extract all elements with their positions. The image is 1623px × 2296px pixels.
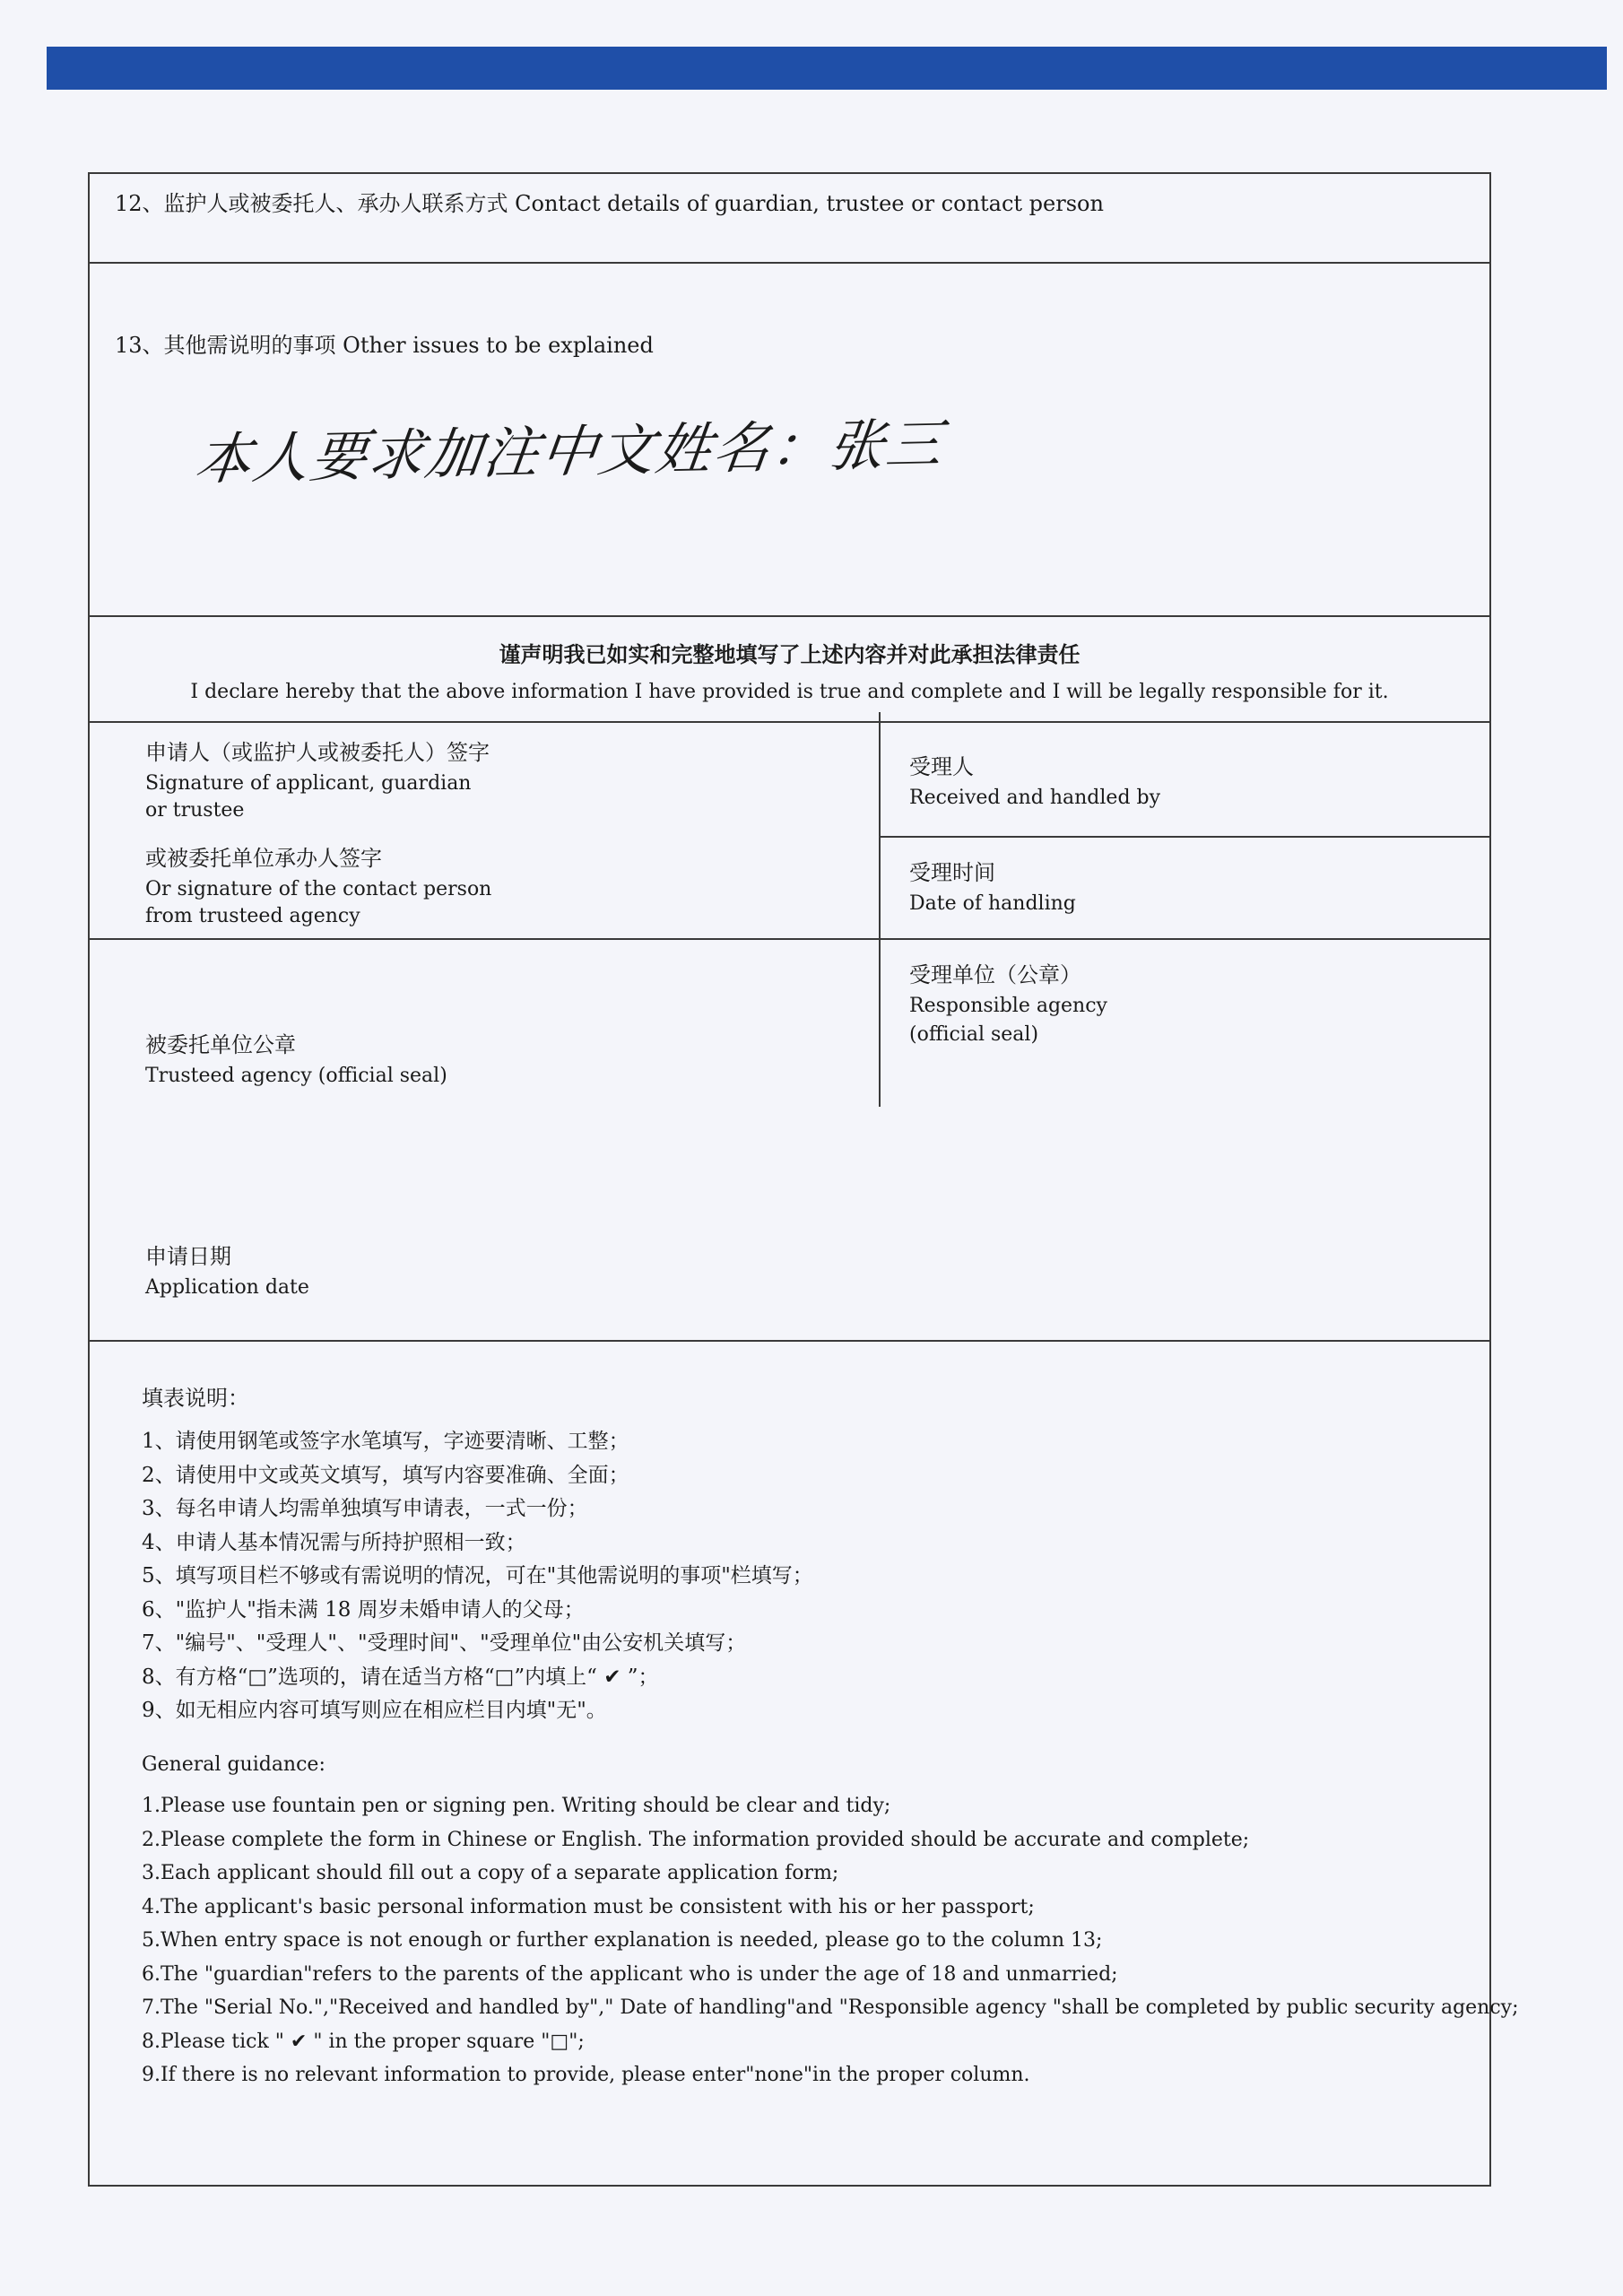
declaration-zh: 谨声明我已如实和完整地填写了上述内容并对此承担法律责任: [499, 641, 1081, 667]
guidance-title-zh: 填表说明：: [142, 1386, 249, 1411]
guidance-item-en: 6.The "guardian"refers to the parents of the applicant who is under the age of 18 and unmarried;: [142, 1962, 1118, 1986]
received-by-zh: 受理人: [909, 754, 974, 779]
applicant-signature-zh: 申请人（或监护人或被委托人）签字: [145, 740, 490, 765]
trusted-agency-seal-zh: 被委托单位公章: [145, 1032, 296, 1057]
declaration-divider: [90, 721, 1491, 723]
section-12-label: 12、监护人或被委托人、承办人联系方式 Contact details of guardian, trustee or contact person: [115, 191, 1104, 216]
handling-date-zh: 受理时间: [909, 860, 995, 885]
guidance-item-en: 3.Each applicant should fill out a copy of a separate application form;: [142, 1862, 839, 1884]
responsible-agency-en-2: (official seal): [909, 1023, 1039, 1046]
guidance-item-en: 2.Please complete the form in Chinese or English. The information provided should be accurate and complete;: [142, 1828, 1250, 1851]
contact-signature-en-2: from trusteed agency: [145, 905, 360, 927]
guidance-list-en: [142, 1789, 1519, 2092]
handling-date-en: Date of handling: [909, 892, 1076, 915]
guidance-title-en: General guidance:: [142, 1753, 325, 1776]
application-date-en: Application date: [145, 1276, 309, 1299]
contact-signature-en-1: Or signature of the contact person: [145, 878, 492, 900]
guidance-item-zh: 2、请使用中文或英文填写，填写内容要准确、全面；: [142, 1463, 629, 1487]
guidance-item-en: 9.If there is no relevant information to provide, please enter"none"in the proper column.: [142, 2064, 1030, 2086]
received-by-en: Received and handled by: [909, 787, 1161, 809]
section-13-divider: [90, 615, 1491, 617]
trusted-agency-seal-en: Trusteed agency (official seal): [145, 1065, 447, 1087]
guidance-item-zh: 4、申请人基本情况需与所持护照相一致；: [142, 1530, 526, 1554]
section-13-label: 13、其他需说明的事项 Other issues to be explained: [115, 333, 654, 358]
declaration-en: I declare hereby that the above information I have provided is true and complete and I will be legally responsible for it.: [190, 681, 1389, 703]
header-color-bar: [47, 47, 1607, 90]
signature-divider: [90, 938, 1491, 940]
contact-signature-zh: 或被委托单位承办人签字: [145, 846, 382, 871]
guidance-item-en: 4.The applicant's basic personal information must be consistent with his or her passport;: [142, 1895, 1035, 1918]
guidance-item-en: 5.When entry space is not enough or further explanation is needed, please go to the column 13;: [142, 1929, 1103, 1952]
guidance-divider: [90, 1340, 1491, 1342]
handwritten-note: 本人要求加注中文姓名：张三: [191, 411, 948, 492]
guidance-item-en: 1.Please use fountain pen or signing pen. Writing should be clear and tidy;: [142, 1795, 891, 1817]
received-divider: [881, 836, 1491, 838]
guidance-item-zh: 7、"编号"、"受理人"、"受理时间"、"受理单位"由公安机关填写；: [142, 1631, 747, 1655]
section-12-divider: [90, 262, 1491, 264]
guidance-item-en: 7.The "Serial No.","Received and handled by"," Date of handling"and "Responsible agency "shall be completed by public security agency;: [142, 1996, 1519, 2019]
guidance-item-zh: 6、"监护人"指未满 18 周岁未婚申请人的父母；: [142, 1597, 585, 1622]
responsible-agency-zh: 受理单位（公章）: [909, 962, 1081, 987]
guidance-item-zh: 3、每名申请人均需单独填写申请表，一式一份；: [142, 1497, 588, 1520]
guidance-item-zh: 8、有方格“□”选项的，请在适当方格“□”内填上“ ✔ ”；: [142, 1665, 659, 1689]
application-form: [88, 172, 1519, 2187]
guidance-item-zh: 5、填写项目栏不够或有需说明的情况，可在"其他需说明的事项"栏填写；: [142, 1564, 813, 1587]
guidance-item-zh: 9、如无相应内容可填写则应在相应栏目内填"无"。: [142, 1699, 607, 1722]
guidance-list-zh: [142, 1425, 813, 1728]
applicant-signature-en-1: Signature of applicant, guardian: [145, 772, 472, 795]
application-date-zh: 申请日期: [145, 1244, 231, 1269]
responsible-agency-en-1: Responsible agency: [909, 995, 1107, 1017]
guidance-item-en: 8.Please tick " ✔ " in the proper square "□";: [142, 2030, 585, 2053]
applicant-signature-en-2: or trustee: [145, 799, 245, 822]
guidance-item-zh: 1、请使用钢笔或签字水笔填写，字迹要清晰、工整；: [142, 1430, 629, 1453]
column-divider: [879, 712, 881, 1107]
